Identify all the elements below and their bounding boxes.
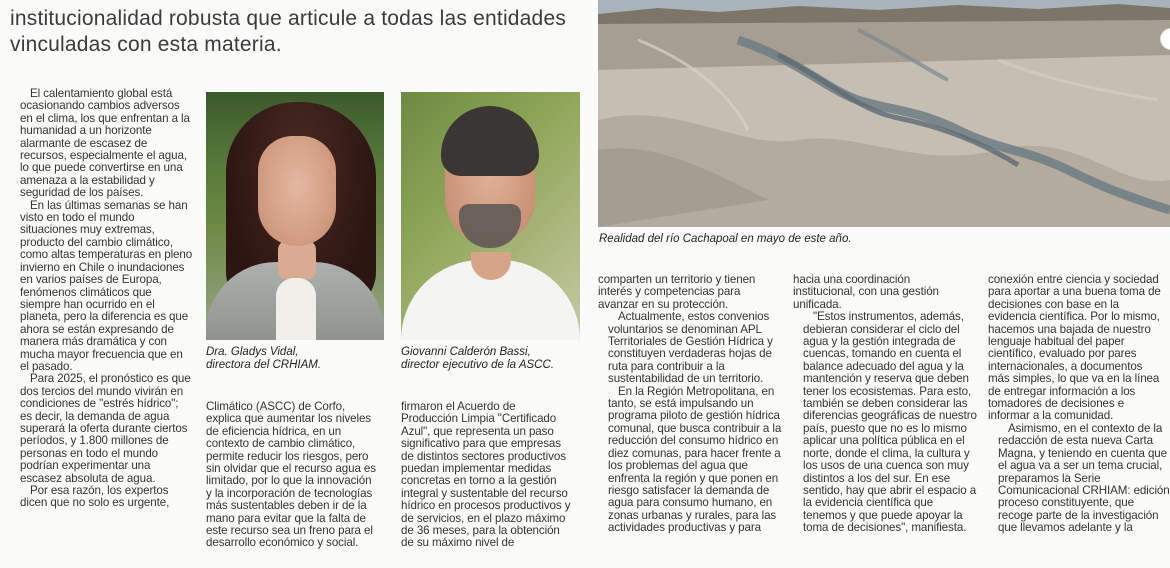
- text-line: unificada.: [793, 297, 842, 311]
- text-line: superará la oferta durante ciertos: [20, 421, 188, 435]
- paragraph: [598, 311, 780, 385]
- text-line: personas en todo el mundo: [20, 446, 159, 460]
- article-column-5: [793, 274, 975, 535]
- text-line: mano para evitar que la falta de: [206, 511, 366, 525]
- text-line: como altas temperaturas en pleno: [20, 248, 193, 262]
- text-line: siempre han ocurrido en el: [20, 297, 155, 311]
- portrait-photo-giovanni-calderon: [401, 92, 580, 340]
- headline-line-2: vinculadas con esta materia.: [10, 33, 282, 56]
- text-line: de eficiencia hídrica, en un: [206, 424, 342, 438]
- text-line: balance adecuado del agua y la: [803, 359, 964, 373]
- text-line: programa piloto de gestión hídrica: [608, 409, 780, 423]
- text-line: preparamos la Serie: [998, 471, 1101, 485]
- text-line: redacción de esta nueva Carta: [998, 434, 1154, 448]
- text-line: distintos a los del sur. En ese: [803, 471, 951, 485]
- text-line: constituyen verdaderas hojas de: [608, 347, 772, 361]
- text-line: sin olvidar que el recurso agua es: [206, 462, 376, 476]
- text-line: desarrollo económico y social.: [206, 536, 359, 550]
- text-line: manera más dramática y con: [20, 335, 167, 349]
- text-line: los problemas del agua que: [608, 459, 748, 473]
- text-line: mantención y reserva que deben: [803, 372, 969, 386]
- paragraph: [10, 200, 196, 374]
- text-line: científico, evaluado por pares: [988, 347, 1137, 361]
- dry-riverbed-illustration: [598, 0, 1170, 227]
- text-line: país, puesto que no es lo mismo: [803, 421, 967, 435]
- text-line: y la incorporación de tecnologías: [206, 486, 373, 500]
- text-line: Actualmente, estos convenios: [618, 310, 770, 324]
- text-line: condiciones de "estrés hídrico";: [20, 397, 179, 411]
- text-line: de su máximo nivel de: [401, 536, 515, 550]
- text-line: Por esa razón, los expertos: [30, 484, 169, 497]
- paragraph: [10, 485, 196, 510]
- text-line: firmaron el Acuerdo de: [401, 400, 516, 413]
- text-line: los usos de una cuenca son muy: [803, 459, 969, 473]
- text-line: períodos, y 1.800 millones de: [20, 434, 169, 448]
- text-line: el pasado.: [20, 359, 73, 373]
- text-line: que llevamos adelante y la: [998, 521, 1133, 535]
- text-line: de distintos sectores productivos: [401, 449, 566, 463]
- text-line: ruta para contribuir a la: [608, 359, 725, 373]
- paragraph: [988, 423, 1170, 535]
- text-line: evidencia científica. Por lo mismo,: [988, 310, 1160, 324]
- text-line: mucha mayor frecuencia que en: [20, 347, 183, 361]
- photo-caption-landscape: Realidad del río Cachapoal en mayo de este año.: [599, 233, 852, 245]
- text-line: voluntarios se denominan APL: [608, 322, 762, 336]
- text-line: actividades productivas y para: [608, 521, 761, 535]
- text-line: permite reducir los riesgos, pero: [206, 449, 369, 463]
- text-line: fenómenos climáticos que: [20, 285, 152, 299]
- text-line: significativo para que empresas: [401, 437, 561, 451]
- text-line: dicen que no solo es urgente,: [20, 496, 170, 510]
- text-line: Magna, y teniendo en cuenta que: [998, 446, 1168, 460]
- paragraph: [793, 274, 975, 311]
- text-line: decisiones con base en la: [988, 297, 1119, 311]
- text-line: El calentamiento global está: [30, 87, 173, 100]
- text-line: norte, donde el clima, la cultura y: [803, 446, 970, 460]
- photo-caption-gladys-vidal: [206, 346, 386, 372]
- paragraph: [206, 401, 392, 550]
- text-line: sentido, hay que abrir el espacio a: [803, 483, 977, 497]
- text-line: seguridad de los países.: [20, 186, 144, 200]
- text-line: contexto de cambio climático,: [206, 437, 356, 451]
- text-line: institucional, con una gestión: [793, 285, 939, 299]
- text-line: Asimismo, en el contexto de la: [1008, 421, 1163, 435]
- text-line: Para 2025, el pronóstico es que: [30, 372, 191, 386]
- text-line: la evidencia científica que: [803, 496, 934, 510]
- text-line: humanidad a un horizonte: [20, 124, 152, 138]
- text-line: este recurso sea un freno para el: [206, 524, 373, 538]
- text-line: tomadores de decisiones e: [988, 397, 1125, 411]
- text-line: Territoriales de Gestión Hídrica y: [608, 335, 773, 349]
- text-line: Producción Limpia "Certificado: [401, 412, 557, 426]
- text-line: diez comunas, para hacer frente a: [608, 446, 781, 460]
- text-line: limitado, por lo que la innovación: [206, 474, 372, 488]
- paragraph: [10, 373, 196, 485]
- text-line: ahora se están expresando de: [20, 322, 174, 336]
- text-line: para aportar a una buena toma de: [988, 285, 1161, 299]
- text-line: Climático (ASCC) de Corfo,: [206, 400, 346, 413]
- text-line: lenguaje habitual del paper: [988, 335, 1125, 349]
- text-line: hídrico en procesos productivos y: [401, 499, 571, 513]
- article-column-6: [988, 274, 1170, 535]
- text-line: Azul", que representa un paso: [401, 424, 554, 438]
- landscape-photo-rio-cachapoal: [598, 0, 1170, 227]
- text-line: internacionales, a documentos: [988, 359, 1143, 373]
- text-line: producto del cambio climático,: [20, 235, 173, 249]
- photo-caption-giovanni-calderon: [401, 346, 591, 372]
- text-line: podrían experimentar una: [20, 459, 151, 473]
- portrait-photo-gladys-vidal: [206, 92, 384, 340]
- text-line: sustentabilidad de un territorio.: [608, 372, 764, 386]
- text-line: alarmante de escasez de: [20, 136, 148, 150]
- text-line: planeta, pero la diferencia es que: [20, 310, 189, 324]
- caption-line: Dra. Gladys Vidal,: [206, 346, 299, 358]
- text-line: concretas en torno a la gestión: [401, 474, 557, 488]
- text-line: agua y la gestión integrada de: [803, 335, 956, 349]
- text-line: Comunicacional CRHIAM: edición: [998, 483, 1170, 497]
- text-line: avanzar en su protección.: [598, 297, 729, 311]
- text-line: reducción del consumo hídrico en: [608, 434, 779, 448]
- text-line: explica que aumentar los niveles: [206, 412, 372, 426]
- text-line: de entregar información a los: [988, 384, 1136, 398]
- paragraph: [793, 311, 975, 534]
- text-line: en varios países de Europa,: [20, 273, 162, 287]
- text-line: cuencas, tomando en cuenta el: [803, 347, 962, 361]
- paragraph: [10, 88, 196, 200]
- caption-line: Giovanni Calderón Bassi,: [401, 346, 531, 358]
- paragraph: [401, 401, 587, 550]
- text-line: el agua va a ser un tema crucial,: [998, 459, 1163, 473]
- article-column-3: [401, 401, 587, 550]
- text-line: En las últimas semanas se han: [30, 198, 188, 212]
- caption-line: director ejecutivo de la ASCC.: [401, 359, 554, 371]
- text-line: también se deben considerar las: [803, 397, 968, 411]
- text-line: toma de decisiones", manifiesta.: [803, 521, 967, 535]
- text-line: En la Región Metropolitana, en: [618, 384, 775, 398]
- text-line: aplicar una política pública en el: [803, 434, 965, 448]
- text-line: agua para consumo humano, en: [608, 496, 773, 510]
- text-line: lo que puede convertirse en una: [20, 161, 183, 175]
- text-line: dos tercios del mundo vivirán en: [20, 384, 184, 398]
- text-line: proceso constituyente, que: [998, 496, 1134, 510]
- text-line: "Estos instrumentos, además,: [813, 310, 964, 324]
- paragraph: [598, 274, 780, 311]
- paragraph: [598, 386, 780, 535]
- text-line: recursos, especialmente el agua,: [20, 149, 187, 163]
- text-line: es decir, la demanda de agua: [20, 409, 170, 423]
- text-line: comunal, que busca contribuir a la: [608, 421, 782, 435]
- text-line: escasez absoluta de agua.: [20, 471, 156, 485]
- text-line: invierno en Chile o inundaciones: [20, 260, 185, 274]
- article-column-1: [10, 88, 196, 510]
- text-line: visto en todo el mundo: [20, 211, 135, 225]
- headline-line-1: institucionalidad robusta que articule a todas las entidades: [10, 7, 567, 30]
- text-line: diferencias geográficas de nuestro: [803, 409, 977, 423]
- text-line: puedan implementar medidas: [401, 462, 552, 476]
- text-line: integral y sustentable del recurso: [401, 486, 568, 500]
- text-line: ocasionando cambios adversos: [20, 99, 180, 113]
- text-line: en el clima, los que enfrentan a la: [20, 111, 190, 125]
- text-line: tenemos y que puede apoyar la: [803, 508, 963, 522]
- text-line: hacia una coordinación: [793, 273, 911, 286]
- text-line: hacemos una bajada de nuestro: [988, 322, 1151, 336]
- text-line: situaciones muy extremas,: [20, 223, 155, 237]
- text-line: informar a la comunidad.: [988, 409, 1114, 423]
- paragraph: [988, 274, 1170, 423]
- text-line: tanto, se está impulsando un: [608, 397, 754, 411]
- text-line: amenaza a la estabilidad y: [20, 173, 155, 187]
- text-line: de 36 meses, para la obtención: [401, 524, 560, 538]
- text-line: comparten un territorio y tienen: [598, 273, 756, 286]
- caption-line: directora del CRHIAM.: [206, 359, 322, 371]
- text-line: tener los ecosistemas. Para esto,: [803, 384, 972, 398]
- text-line: más simples, lo que va en la línea: [988, 372, 1160, 386]
- text-line: más sustentables deben ir de la: [206, 499, 367, 513]
- text-line: zonas urbanas y rurales, para las: [608, 508, 777, 522]
- text-line: debieran considerar el ciclo del: [803, 322, 960, 336]
- text-line: interés y competencias para: [598, 285, 741, 299]
- text-line: conexión entre ciencia y sociedad: [988, 273, 1159, 286]
- text-line: recoge parte de la investigación: [998, 508, 1159, 522]
- text-line: enfrenta la región y que ponen en: [608, 471, 779, 485]
- text-line: riesgo satisfacer la demanda de: [608, 483, 770, 497]
- article-column-2: [206, 401, 392, 550]
- text-line: de servicios, en el plazo máximo: [401, 511, 566, 525]
- article-column-4: [598, 274, 780, 535]
